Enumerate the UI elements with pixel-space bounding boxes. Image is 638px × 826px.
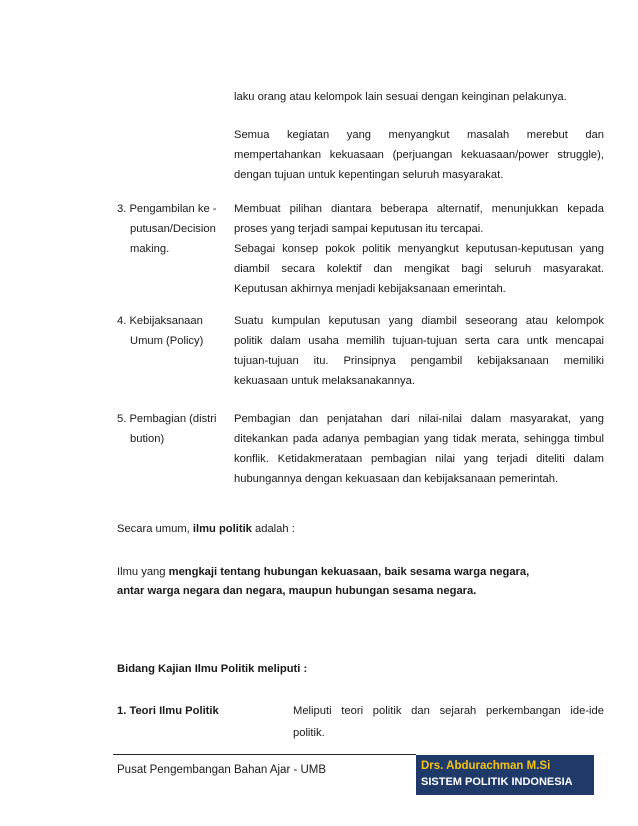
paragraph-line: dengan tujuan untuk kepentingan seluruh masyarakat. [234,169,504,181]
term-label: putusan/Decision [130,223,216,235]
term-definition-line: Sebagai konsep pokok politik menyangkut keputusan-keputusan yang [234,243,604,255]
term-label: 4. Kebijaksanaan [117,315,203,327]
intro-prefix: Secara umum, [117,523,193,535]
term-definition-line: Keputusan akhirnya menjadi kebijaksanaan emerintah. [234,283,506,295]
footer-author: Drs. Abdurachman M.Si [421,760,551,772]
term-definition-line: tujuan-tujuan itu. Prinsipnya pengambil kebijaksanaan memiliki [234,355,604,367]
term-definition-line: ditekankan pada adanya pembagian yang tidak merata, sehingga timbul [234,433,604,445]
term-label: making. [130,243,170,255]
intro-bold-term: ilmu politik [192,523,252,535]
study-item-term: 1. Teori Ilmu Politik [117,705,219,717]
term-label: 3. Pengambilan ke - [117,203,217,215]
term-definition-line: politik dalam usaha memilih tujuan-tujuan serta cara untk mencapai [234,335,604,347]
intro-sentence [117,522,295,536]
section-heading: Bidang Kajian Ilmu Politik meliputi : [117,663,308,675]
footer-author-box [416,755,594,795]
term-definition-line: proses yang terjadi sampai keputusan itu tercapai. [234,223,484,235]
footer-rule [113,754,416,755]
study-item-definition-line: politik. [293,727,325,739]
study-item-definition-line: Meliputi teori politik dan sejarah perkembangan ide-ide [293,705,604,717]
definition-bold: mengkaji tentang hubungan kekuasaan, baik sesama warga negara, [168,566,530,578]
term-label: 5. Pembagian (distri [117,413,217,425]
footer-course: SISTEM POLITIK INDONESIA [421,776,573,788]
definition-line [117,565,529,579]
term-label: bution) [130,433,165,445]
term-definition-line: Pembagian dan penjatahan dari nilai-nilai dalam masyarakat, yang [234,413,604,425]
term-definition-line: Membuat pilihan diantara beberapa alternatif, menunjukkan kepada [234,203,604,215]
definition-prefix: Ilmu yang [117,566,169,578]
term-definition-line: Suatu kumpulan keputusan yang diambil seseorang atau kelompok [234,315,604,327]
continuation-line: laku orang atau kelompok lain sesuai dengan keinginan pelakunya. [234,91,567,103]
footer-publisher: Pusat Pengembangan Bahan Ajar - UMB [117,764,327,776]
term-label: Umum (Policy) [130,335,204,347]
term-definition-line: kekuasaan untuk melaksanakannya. [234,375,415,387]
paragraph-line: Semua kegiatan yang menyangkut masalah merebut dan [234,129,604,141]
term-definition-line: diambil secara kolektif dan mengikat bagi seluruh masyarakat. [234,263,604,275]
paragraph-line: mempertahankan kekuasaan (perjuangan kekuasaan/power struggle), [234,149,604,161]
term-definition-line: hubungannya dengan kekuasaan dan kebijaksanaan pemerintah. [234,473,559,485]
term-definition-line: konflik. Ketidakmerataan pembagian nilai yang terjadi diteliti dalam [234,453,604,465]
intro-suffix: adalah : [251,523,295,535]
definition-line: antar warga negara dan negara, maupun hubungan sesama negara. [117,585,477,597]
